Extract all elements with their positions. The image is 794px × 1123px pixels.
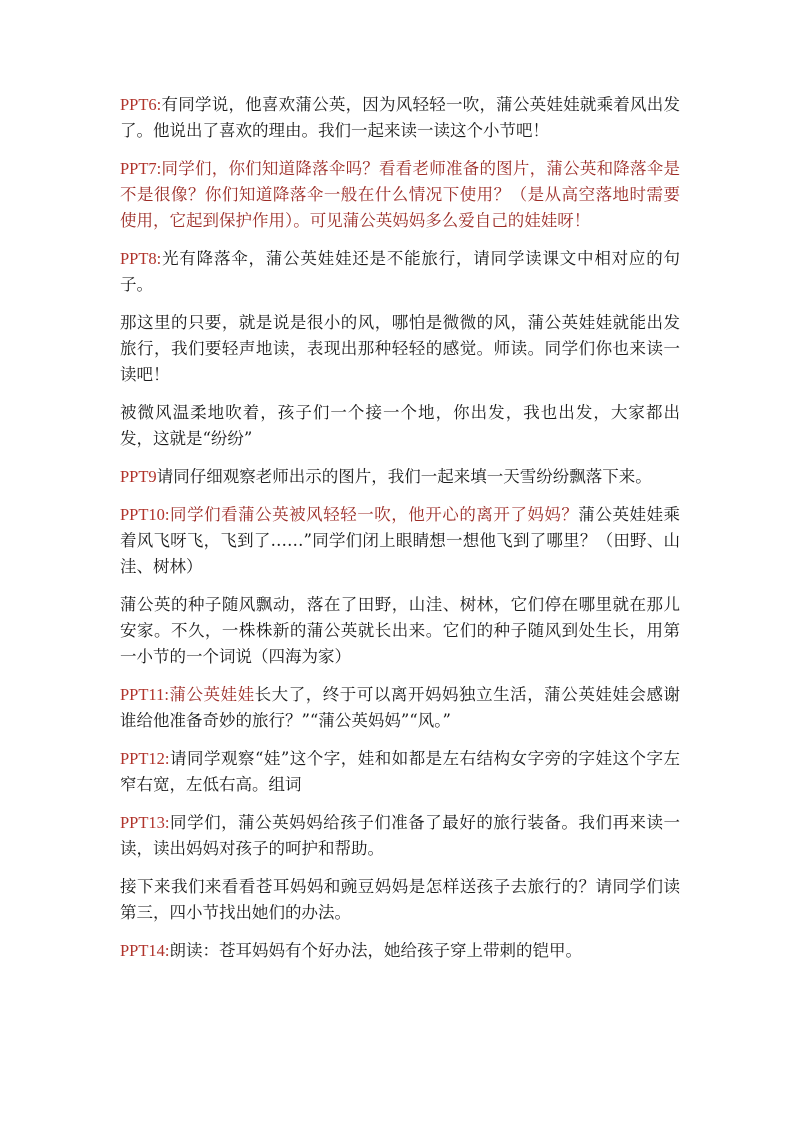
paragraph-text: 光有降落伞，蒲公英娃娃还是不能旅行，请同学读课文中相对应的句子。 <box>120 249 680 294</box>
ppt-tag: PPT7: <box>120 159 162 178</box>
ppt-tag: PPT12: <box>120 749 170 768</box>
paragraph-fenfen <box>120 400 680 452</box>
paragraph-text: 长大了，终于可以离开妈妈独立生活，蒲公英娃娃会感谢谁给他准备奇妙的旅行？”“蒲公英妈妈”“风。” <box>120 685 681 730</box>
document-body <box>120 92 680 976</box>
paragraph-text: 有同学说，他喜欢蒲公英，因为风轻轻一吹，蒲公英娃娃就乘着风出发了。他说出了喜欢的理由。我们一起来读一读这个小节吧！ <box>120 95 680 140</box>
paragraph-ppt11 <box>120 682 680 734</box>
paragraph-ppt14 <box>120 938 680 964</box>
paragraph-ppt13 <box>120 810 680 862</box>
paragraph-text-highlight: 同学们看蒲公英被风轻轻一吹，他开心的离开了妈妈？ <box>169 505 579 524</box>
paragraph-text: 被微风温柔地吹着，孩子们一个接一个地，你出发，我也出发，大家都出发，这就是“纷纷” <box>120 403 680 448</box>
ppt-tag: PPT11: <box>120 685 169 704</box>
paragraph-text: 接下来我们来看看苍耳妈妈和豌豆妈妈是怎样送孩子去旅行的？请同学们读第三，四小节找出她们的办法。 <box>120 877 680 922</box>
ppt-tag: PPT8: <box>120 249 162 268</box>
paragraph-text: 请同学观察“娃”这个字，娃和如都是左右结构女字旁的字娃这个字左窄右宽，左低右高。组词 <box>120 749 680 794</box>
ppt-tag: PPT10: <box>120 505 170 524</box>
paragraph-text-highlight: 蒲公英娃娃 <box>168 685 255 704</box>
paragraph-ppt6 <box>120 92 680 144</box>
paragraph-text: 同学们，你们知道降落伞吗？看看老师准备的图片，蒲公英和降落伞是不是很像？你们知道降落伞一般在什么情况下使用？（是从高空落地时需要使用，它起到保护作用）。可见蒲公英妈妈多么爱自己的娃娃呀！ <box>120 159 680 230</box>
ppt-tag: PPT9 <box>120 467 157 486</box>
paragraph-cang-er <box>120 874 680 926</box>
paragraph-text: 蒲公英娃娃乘着风飞呀飞，飞到了……”同学们闭上眼睛想一想他飞到了哪里？（田野、山洼、树林） <box>120 505 680 576</box>
paragraph-ppt8 <box>120 246 680 298</box>
ppt-tag: PPT13: <box>120 813 170 832</box>
paragraph-ppt12 <box>120 746 680 798</box>
ppt-tag: PPT6: <box>120 95 162 114</box>
paragraph-text: 朗读：苍耳妈妈有个好办法，她给孩子穿上带刺的铠甲。 <box>169 941 583 960</box>
paragraph-text: 同学们，蒲公英妈妈给孩子们准备了最好的旅行装备。我们再来读一读，读出妈妈对孩子的呵护和帮助。 <box>120 813 680 858</box>
paragraph-ppt9 <box>120 464 680 490</box>
paragraph-ppt7 <box>120 156 680 234</box>
paragraph-text: 请同仔细观察老师出示的图片，我们一起来填一天雪纷纷飘落下来。 <box>156 467 652 486</box>
paragraph-text: 那这里的只要，就是说是很小的风，哪怕是微微的风，蒲公英娃娃就能出发旅行，我们要轻声地读，表现出那种轻轻的感觉。师读。同学们你也来读一读吧！ <box>120 313 680 384</box>
ppt-tag: PPT14: <box>120 941 170 960</box>
paragraph-zhiyao <box>120 310 680 388</box>
paragraph-seeds <box>120 592 680 670</box>
paragraph-text: 蒲公英的种子随风飘动，落在了田野，山洼、树林，它们停在哪里就在那儿安家。不久，一株株新的蒲公英就长出来。它们的种子随风到处生长，用第一小节的一个词说（四海为家） <box>120 595 680 666</box>
paragraph-ppt10 <box>120 502 680 580</box>
